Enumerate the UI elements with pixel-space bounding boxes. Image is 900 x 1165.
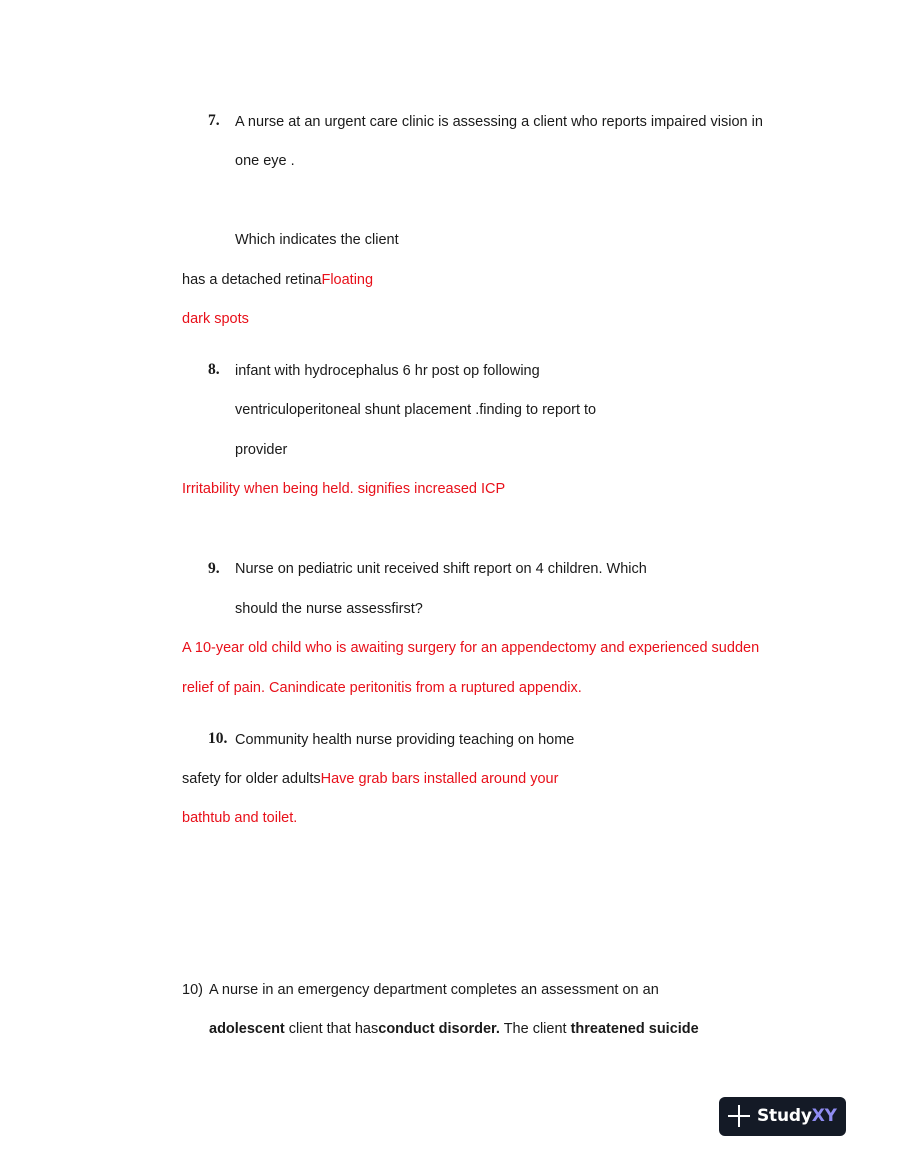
question-number: 10. <box>208 730 228 747</box>
question-text: has a detached retina <box>182 272 322 288</box>
question-text: safety for older adults <box>182 771 321 787</box>
answer-text: Irritability when being held. signifies increased ICP <box>182 481 506 497</box>
question-text: should the nurse assessfirst? <box>235 601 423 617</box>
studyxy-logo-badge[interactable] <box>719 1097 846 1136</box>
bold-term: adolescent <box>209 1021 285 1037</box>
question-text: ventriculoperitoneal shunt placement .finding to report to <box>235 402 597 418</box>
question-text: Community health nurse providing teaching on home <box>235 732 575 748</box>
question-number: 10) <box>182 982 203 998</box>
question-continuation <box>182 770 558 788</box>
question-number: 7. <box>208 112 220 129</box>
question-text: The client <box>499 1021 571 1037</box>
question-text: provider <box>235 442 288 458</box>
bold-term: threatened suicide <box>570 1021 699 1037</box>
question-number: 9. <box>208 560 220 577</box>
answer-text: A 10-year old child who is awaiting surgery for an appendectomy and experienced sudden <box>182 640 760 656</box>
question-text: client that has <box>284 1021 379 1037</box>
answer-text: Floating <box>321 272 374 288</box>
question-continuation <box>182 271 373 289</box>
brand-main: Study <box>757 1106 812 1126</box>
question-text: A nurse at an urgent care clinic is assessing a client who reports impaired vision in <box>235 114 763 130</box>
question-number: 8. <box>208 361 220 378</box>
answer-text: bathtub and toilet. <box>182 810 298 826</box>
bold-term: conduct disorder. <box>378 1021 500 1037</box>
question-text: infant with hydrocephalus 6 hr post op following <box>235 363 540 379</box>
answer-text: Have grab bars installed around your <box>320 771 559 787</box>
question-text: one eye . <box>235 153 295 169</box>
question-text-line <box>209 1020 699 1038</box>
plus-icon <box>728 1105 750 1127</box>
question-text: Which indicates the client <box>235 232 399 248</box>
question-text: Nurse on pediatric unit received shift report on 4 children. Which <box>235 561 647 577</box>
answer-text: relief of pain. Canindicate peritonitis from a ruptured appendix. <box>182 680 582 696</box>
brand-accent: XY <box>811 1106 837 1126</box>
brand-name <box>757 1106 837 1126</box>
question-text: A nurse in an emergency department completes an assessment on an <box>209 982 659 998</box>
answer-text: dark spots <box>182 311 249 327</box>
